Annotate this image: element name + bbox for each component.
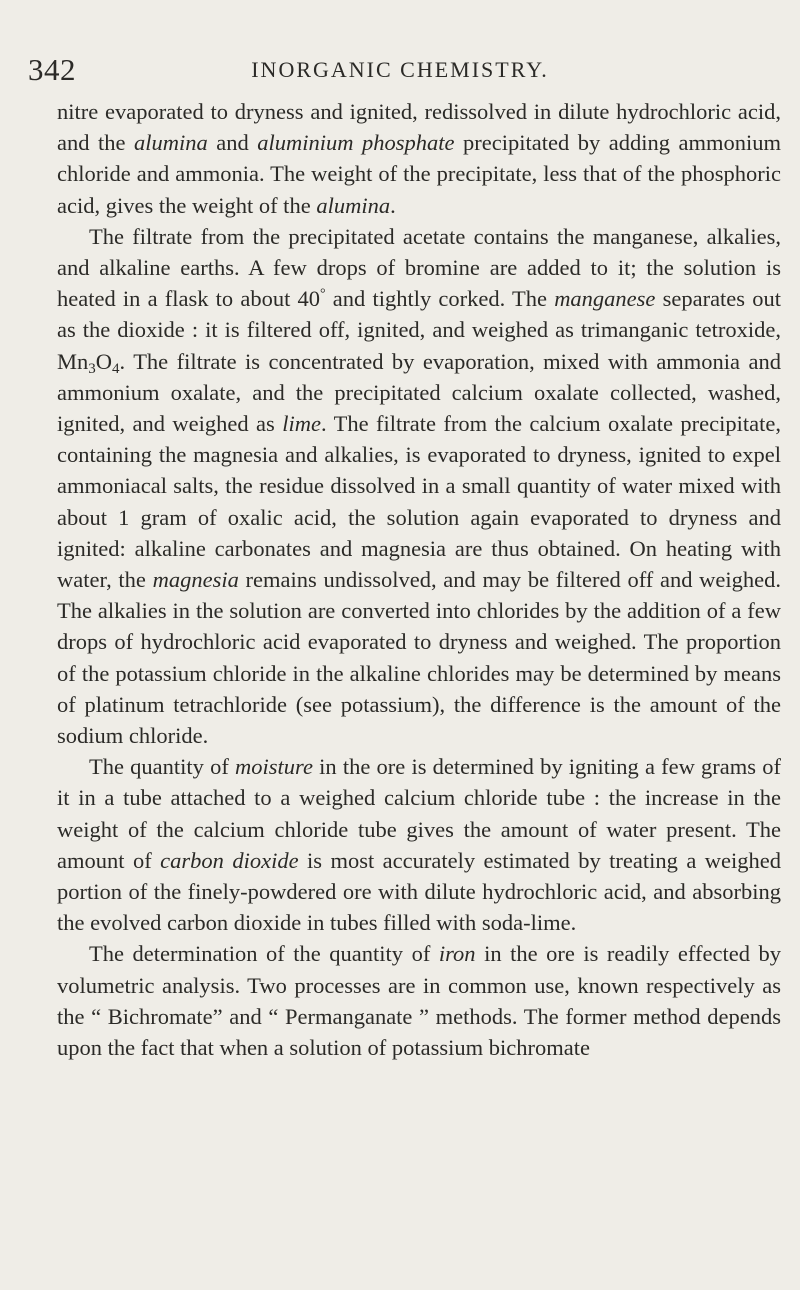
text-run: .: [390, 192, 396, 218]
text-run: nitre evaporated to dryness and ignited, redissolved in dilute hydrochloric acid, and the: [57, 99, 781, 156]
text-run: and: [207, 130, 258, 156]
italic-term: iron: [438, 941, 476, 967]
italic-term: aluminium phosphate: [257, 130, 455, 156]
text-run: in the ore is readily effected by volumetric analysis. Two processes are in common use, known respectively as the “ Bichromate” and “ Permanganate ” methods. The former method depends upon the fact that when a solution of potassium bichromate: [57, 941, 781, 1061]
text-run: is most accurately estimated by treating a weighed portion of the finely-powdered ore with dilute hydrochloric acid, and absorbing the evolved carbon dioxide in tubes filled with soda-lime.: [57, 847, 782, 936]
body-text: [57, 96, 781, 1063]
italic-term: manganese: [554, 286, 656, 312]
italic-term: carbon dioxide: [160, 847, 299, 873]
text-run: and tightly corked. The: [325, 286, 555, 312]
text-run: remains undissolved, and may be filtered off and weighed. The alkalies in the solution are converted into chlorides by the addition of a few drops of hydrochloric acid evaporated to dryness and weighed. The proportion of the potassium chloride in the alkaline chlorides may be determined by means of platinum tetrachloride (see potassium), the difference is the amount of the sodium chloride.: [57, 567, 782, 749]
text-run: precipitated by adding ammonium chloride and ammonia. The weight of the precipitate, less that of the phosphoric acid, gives the weight of the: [57, 130, 781, 218]
superscript: °: [320, 286, 326, 302]
italic-term: magnesia: [152, 567, 239, 593]
text-run: The determination of the quantity of: [89, 941, 439, 967]
paragraph: [57, 96, 781, 221]
text-run: O: [95, 348, 113, 374]
text-run: . The filtrate from the calcium oxalate precipitate, containing the magnesia and alkalies, is evaporated to dryness, ignited to expel ammoniacal salts, the residue dissolved in a small quantity of water mixed with about 1 gram of oxalic acid, the solution again evaporated to dryness and ignited: alkaline carbonates and magnesia are thus obtained. On heating with water, the: [57, 411, 781, 593]
paragraph: [57, 221, 781, 751]
paragraph: [57, 938, 781, 1063]
running-title: INORGANIC CHEMISTRY.: [251, 57, 549, 82]
subscript: 4: [112, 360, 120, 377]
text-run: The quantity of: [89, 754, 236, 780]
italic-term: alumina: [134, 130, 208, 156]
page-number: 342: [28, 52, 76, 87]
text-run: The filtrate from the precipitated acetate contains the manganese, alkalies, and alkaline earths. A few drops of bromine are added to it; the solution is heated in a flask to about 40: [57, 223, 781, 312]
subscript: 3: [88, 360, 96, 377]
page-header: [0, 52, 800, 88]
italic-term: moisture: [235, 754, 313, 780]
text-run: in the ore is determined by igniting a few grams of it in a tube attached to a weighed calcium chloride tube : the increase in the weight of the calcium chloride tube gives the amount of water present. The amount of: [57, 754, 781, 873]
text-run: . The filtrate is concentrated by evaporation, mixed with ammonia and ammonium oxalate, and the precipitated calcium oxalate collected, washed, ignited, and weighed as: [57, 348, 781, 437]
italic-term: lime: [282, 411, 321, 437]
italic-term: alumina: [316, 192, 391, 218]
text-run: separates out as the dioxide : it is filtered off, ignited, and weighed as trimanganic tetroxide, Mn: [57, 286, 781, 374]
paragraph: [57, 751, 781, 938]
